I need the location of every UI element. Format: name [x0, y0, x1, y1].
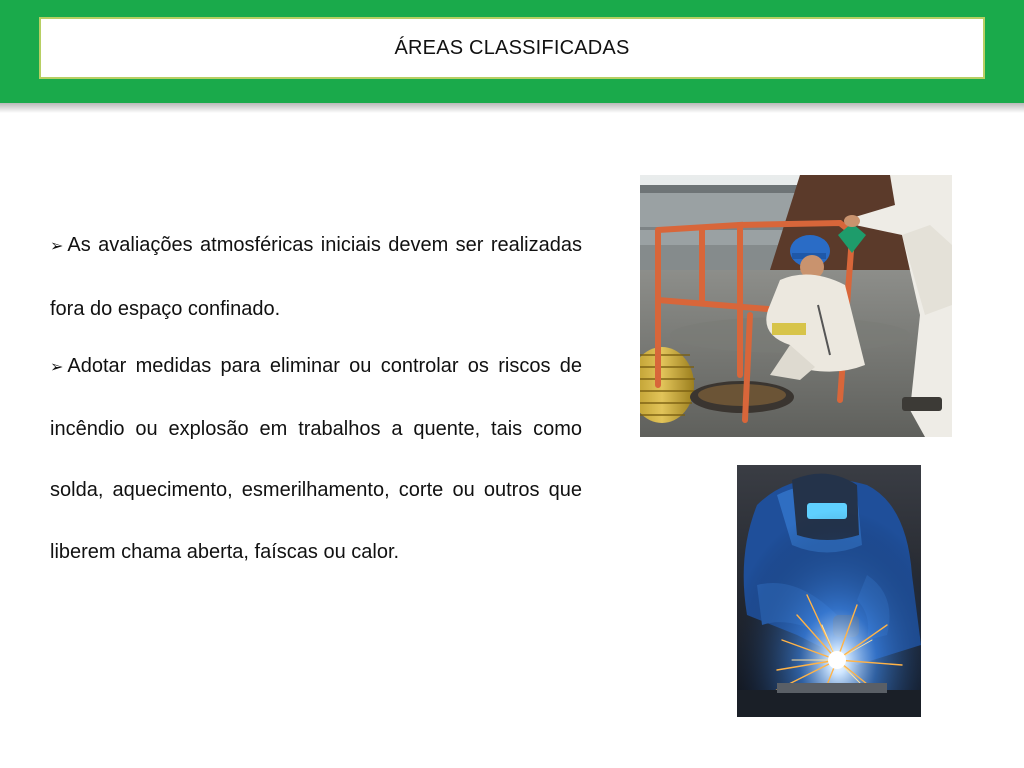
arrow-bullet-icon: ➢: [50, 359, 64, 376]
header-shadow: [0, 103, 1024, 113]
paragraph-text: Adotar medidas para eliminar ou controlar os riscos de incêndio ou explosão em trabalhos a quente, tais como solda, aquecimento, esmerilhamento, corte ou outros que liberem chama aberta, faíscas ou calor.: [50, 355, 582, 563]
arrow-bullet-icon: ➢: [50, 238, 64, 255]
welding-photo: [737, 465, 921, 717]
paragraph-text: As avaliações atmosféricas iniciais devem ser realizadas fora do espaço confinado.: [50, 234, 582, 320]
bullet-paragraph-2: [50, 336, 582, 583]
body-text: [50, 214, 582, 583]
title-box: [39, 17, 985, 79]
bullet-paragraph-1: [50, 214, 582, 340]
slide-title: ÁREAS CLASSIFICADAS: [394, 36, 630, 59]
confined-space-photo: [640, 175, 952, 437]
